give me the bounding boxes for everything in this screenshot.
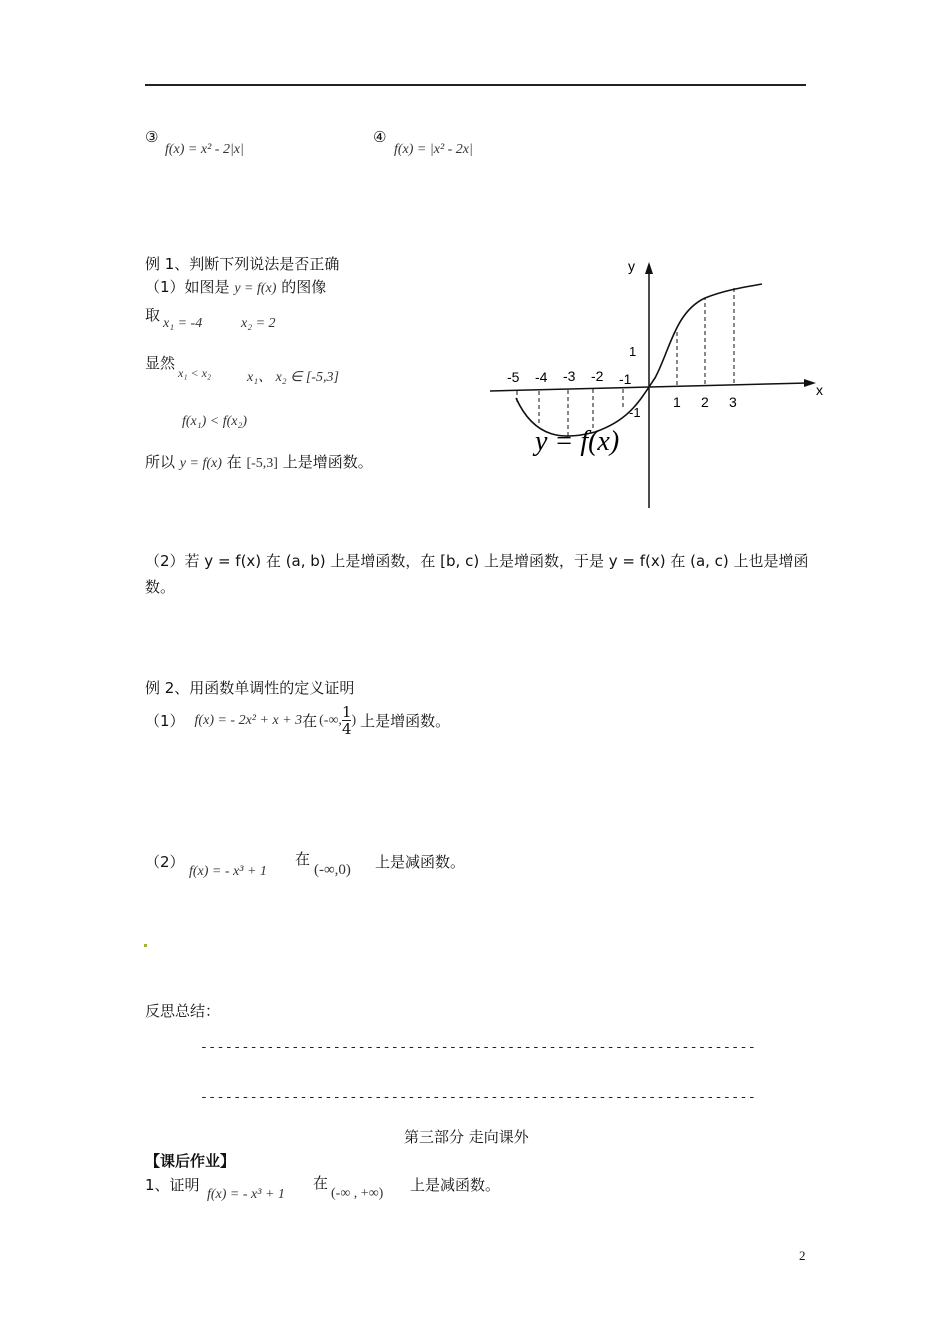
take-label: 取 bbox=[145, 306, 161, 324]
q1-fraction bbox=[342, 704, 352, 737]
q1-label: （1） bbox=[145, 712, 185, 730]
conclusion-mid: 在 bbox=[226, 453, 242, 471]
example2-q1 bbox=[145, 704, 450, 737]
q1-frac-den: 4 bbox=[341, 720, 352, 738]
homework-title: 【课后作业】 bbox=[145, 1152, 236, 1170]
example1-p1 bbox=[145, 276, 326, 297]
reflection-line-2: ------------------------------------------------------------------- bbox=[200, 1090, 757, 1105]
x-axis-label: x bbox=[816, 382, 823, 398]
conclusion-suffix: 上是增函数。 bbox=[282, 453, 373, 471]
conclusion-prefix: 所以 bbox=[145, 453, 176, 471]
item3-label: ③ bbox=[145, 128, 159, 146]
reflection-line-1: ------------------------------------------------------------------- bbox=[200, 1040, 757, 1055]
example1-p2-line2: 数。 bbox=[145, 578, 176, 596]
example1-p1-func: y = f(x) bbox=[234, 281, 277, 296]
curve-label: y = f(x) bbox=[535, 426, 620, 457]
reflection-label: 反思总结： bbox=[145, 1002, 221, 1020]
q1-in: 在 bbox=[302, 712, 318, 730]
header-rule bbox=[145, 84, 806, 86]
item4-label: ④ bbox=[373, 128, 387, 146]
q2-interval: (-∞,0) bbox=[314, 862, 351, 878]
conclusion-func: y = f(x) bbox=[179, 456, 222, 471]
y-axis-label: y bbox=[628, 258, 635, 274]
y-tick-neg1: -1 bbox=[629, 405, 641, 420]
x-tick-label: 2 bbox=[701, 394, 709, 410]
obvious-label: 显然 bbox=[145, 354, 176, 372]
example1-conclusion bbox=[145, 451, 373, 472]
hw1-label: 1、证明 bbox=[145, 1176, 200, 1194]
part3-heading: 第三部分 走向课外 bbox=[404, 1128, 529, 1146]
example1-title: 例 1、判断下列说法是否正确 bbox=[145, 255, 340, 273]
take-x2: x₂ = 2 bbox=[241, 316, 276, 331]
x-tick-label: -1 bbox=[619, 371, 632, 387]
x-tick-label: 1 bbox=[673, 394, 681, 410]
y-tick-1: 1 bbox=[629, 344, 637, 359]
q1-interval-right: ) bbox=[351, 712, 357, 728]
take-x1: x₁ = -4 bbox=[163, 316, 203, 331]
x-tick-label: -2 bbox=[591, 368, 604, 384]
y-axis-arrow-icon bbox=[645, 262, 653, 274]
example1-p2-line1: （2）若 y = f(x) 在 (a, b) 上是增函数，在 [b, c) 上是增函数，于是 y = f(x) 在 (a, c) 上也是增函 bbox=[145, 552, 809, 570]
x-tick-label: -5 bbox=[507, 369, 520, 385]
q2-formula: f(x) = - x³ + 1 bbox=[189, 864, 267, 879]
q2-label: （2） bbox=[145, 853, 185, 871]
example1-p1-prefix: （1）如图是 bbox=[145, 278, 230, 296]
conclusion-interval: [-5,3] bbox=[246, 456, 278, 471]
example1-p1-suffix: 的图像 bbox=[281, 278, 327, 296]
q1-formula: f(x) = - 2x² + x + 3 bbox=[194, 712, 303, 728]
q1-frac-num: 1 bbox=[341, 703, 352, 721]
x-axis-arrow-icon bbox=[804, 379, 816, 387]
stray-dot bbox=[144, 944, 147, 947]
x-tick-label: 3 bbox=[729, 394, 737, 410]
item4-formula: f(x) = |x² - 2x| bbox=[394, 142, 473, 157]
q2-suffix: 上是减函数。 bbox=[375, 853, 466, 871]
example2-title: 例 2、用函数单调性的定义证明 bbox=[145, 679, 355, 697]
q1-suffix: 上是增函数。 bbox=[360, 712, 451, 730]
fx-cmp: f(x₁) < f(x₂) bbox=[182, 414, 248, 429]
function-graph bbox=[480, 250, 830, 515]
x-tick-label: -4 bbox=[535, 369, 548, 385]
hw1-in: 在 bbox=[313, 1174, 329, 1192]
q1-interval-left: (-∞, bbox=[319, 712, 342, 728]
item3-formula: f(x) = x² - 2|x| bbox=[165, 142, 244, 157]
hw1-interval: (-∞ , +∞) bbox=[331, 1186, 384, 1201]
obvious-cmp: x₁ < x₂ bbox=[178, 366, 212, 380]
obvious-set: x₁、 x₂ ∈ [-5,3] bbox=[247, 370, 339, 385]
hw1-suffix: 上是减函数。 bbox=[410, 1176, 501, 1194]
hw1-formula: f(x) = - x³ + 1 bbox=[207, 1187, 285, 1202]
x-tick-label: -3 bbox=[563, 368, 576, 384]
page-number: 2 bbox=[799, 1248, 806, 1263]
dashed-guides bbox=[517, 288, 734, 436]
q2-in: 在 bbox=[295, 850, 311, 868]
